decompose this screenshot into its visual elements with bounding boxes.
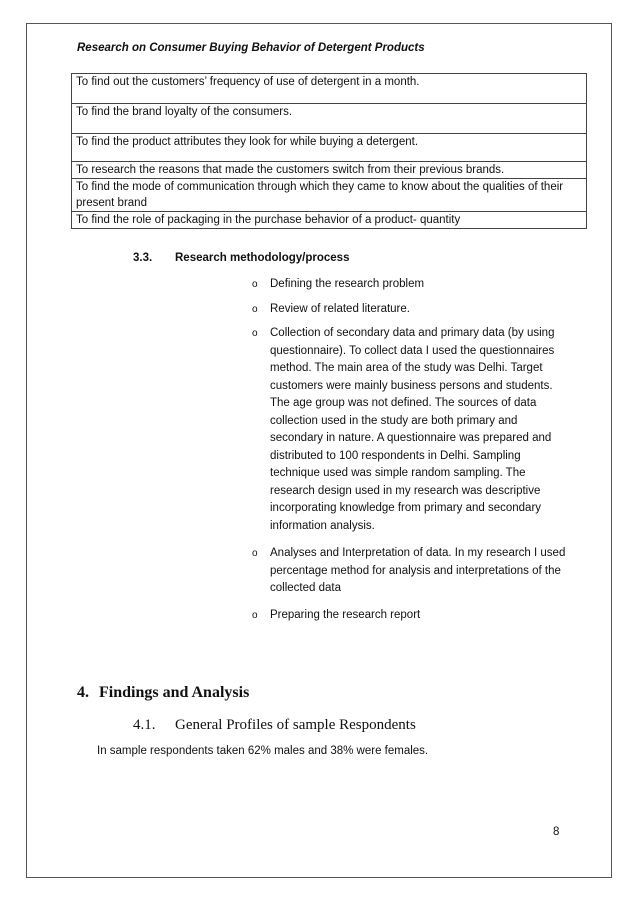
list-item: [252, 545, 567, 598]
table-cell: To find the brand loyalty of the consumers.: [72, 104, 587, 134]
section-title: Findings and Analysis: [99, 684, 250, 701]
circle-bullet-icon: o: [252, 328, 258, 339]
list-item: [252, 301, 567, 319]
section-3-3-heading: [133, 252, 349, 264]
circle-bullet-icon: o: [252, 279, 258, 290]
table-cell: To find the mode of communication through which they came to know about the qualities of their present brand: [72, 179, 587, 212]
table-row: [72, 74, 587, 104]
objectives-table: [71, 73, 587, 229]
list-item-text: Collection of secondary data and primary data (by using questionnaire). To collect data I used the questionnaires method. The main area of the study was Delhi. Target customers were mainly business persons and students. The age group was not defined. The sources of data collection used in the study are both primary and secondary in nature. A questionnaire was prepared and distributed to 100 respondents in Delhi. Sampling technique used was simple random sampling. The research design used in my research was descriptive incorporating knowledge from primary and secondary information analysis.: [270, 327, 555, 532]
section-number: 4.: [77, 684, 89, 701]
list-item-text: Analyses and Interpretation of data. In my research I used percentage method for analysis and interpretations of the collected data: [270, 547, 566, 594]
table-row: [72, 104, 587, 134]
section-title: Research methodology/process: [175, 252, 350, 264]
table-row: [72, 212, 587, 229]
list-item: [252, 276, 567, 294]
table-cell: To find the product attributes they look for while buying a detergent.: [72, 134, 587, 162]
running-header: Research on Consumer Buying Behavior of Detergent Products: [77, 42, 425, 54]
table-cell: To research the reasons that made the customers switch from their previous brands.: [72, 162, 587, 179]
circle-bullet-icon: o: [252, 548, 258, 559]
section-number: 4.1.: [133, 717, 156, 733]
section-number: 3.3.: [133, 252, 153, 264]
list-item-text: Review of related literature.: [270, 302, 410, 315]
section-4-1-heading: [133, 717, 416, 734]
table-cell: To find the role of packaging in the purchase behavior of a product- quantity: [72, 212, 587, 229]
circle-bullet-icon: o: [252, 609, 258, 621]
respondents-paragraph: In sample respondents taken 62% males and 38% were females.: [97, 745, 429, 757]
table-cell: To find out the customers’ frequency of use of detergent in a month.: [72, 74, 587, 104]
section-title: General Profiles of sample Respondents: [175, 717, 416, 733]
list-item-text: Defining the research problem: [270, 278, 425, 290]
list-item: [252, 325, 567, 535]
table-row: [72, 179, 587, 212]
circle-bullet-icon: o: [252, 303, 258, 315]
page-number: 8: [553, 826, 560, 838]
list-item-text: Preparing the research report: [270, 608, 421, 621]
table-row: [72, 134, 587, 162]
table-row: [72, 162, 587, 179]
methodology-list: [252, 276, 567, 624]
list-item: [252, 607, 567, 625]
section-4-heading: [77, 684, 249, 702]
